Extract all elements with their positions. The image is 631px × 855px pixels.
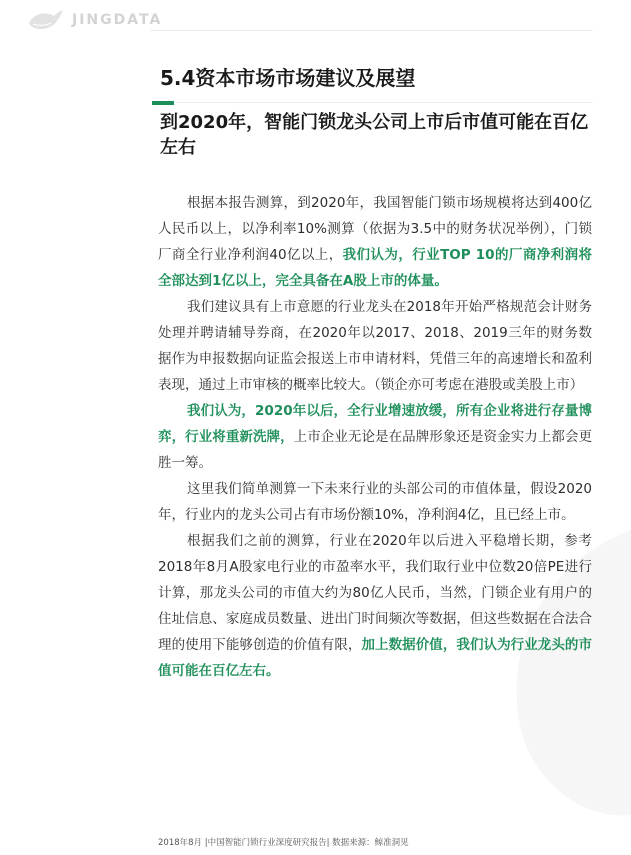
paragraph-text: 根据本报告测算，到2020年，我国智能门锁市场规模将达到400亿人民币以上，以净利率10%测算（依据为3.5中的财务状况举例），门锁厂商全行业净利润40亿以上， (158, 195, 592, 263)
paragraph-highlight: 加上数据价值，我们认为行业龙头的市值可能在百亿左右。 (158, 637, 593, 679)
paragraph-3 (158, 398, 592, 476)
logo-text: JINGDATA (72, 12, 163, 28)
paragraph-text: 上市企业无论是在品牌形象还是资金实力上都会更胜一筹。 (158, 429, 593, 471)
page-footer: 2018年8月 |中国智能门锁行业深度研究报告| 数据来源：鲸准洞见 (158, 838, 409, 848)
paragraph-text: 我们建议具有上市意愿的行业龙头在2018年开始严格规范会计财务处理并聘请辅导券商，在2020年以2017、2018、2019三年的财务数据作为申报数据向证监会报送上市申请材料，凭借三年的高速增长和盈利表现，通过上市审核的概率比较大。（锁企亦可考虑在港股或美股上市） (158, 299, 592, 393)
body-text (158, 190, 592, 684)
jingdata-logo (28, 6, 162, 34)
paragraph-2 (158, 294, 592, 398)
paragraph-highlight: 我们认为，2020年以后，全行业增速放缓，所有企业将进行存量博弈，行业将重新洗牌， (158, 403, 592, 445)
paragraph-5 (158, 528, 592, 684)
paragraph-highlight: 我们认为，行业TOP 10的厂商净利润将全部达到1亿以上，完全具备在A股上市的体量。 (158, 247, 592, 289)
whale-icon (28, 9, 64, 31)
paragraph-text: 这里我们简单测算一下未来行业的头部公司的市值体量，假设2020年，行业内的龙头公司占有市场份额10%，净利润4亿，且已经上市。 (158, 481, 592, 523)
page-subtitle: 到2020年，智能门锁龙头公司上市后市值可能在百亿左右 (160, 112, 589, 158)
paragraph-4 (158, 476, 592, 528)
paragraph-text: 根据我们之前的测算，行业在2020年以后进入平稳增长期，参考2018年8月A股家电行业的市盈率水平，我们取行业中位数20倍PE进行计算，那龙头公司的市值大约为80亿人民币，当然，门锁企业有用户的住址信息、家庭成员数量、进出门时间频次等数据，但这些数据在合法合理的使用下能够创造的价值有限， (158, 533, 592, 653)
paragraph-1 (158, 190, 592, 294)
accent-bar (152, 101, 174, 105)
subtitle-divider (176, 102, 593, 103)
section-title: 5.4资本市场市场建议及展望 (160, 66, 416, 90)
header-divider (150, 30, 593, 31)
